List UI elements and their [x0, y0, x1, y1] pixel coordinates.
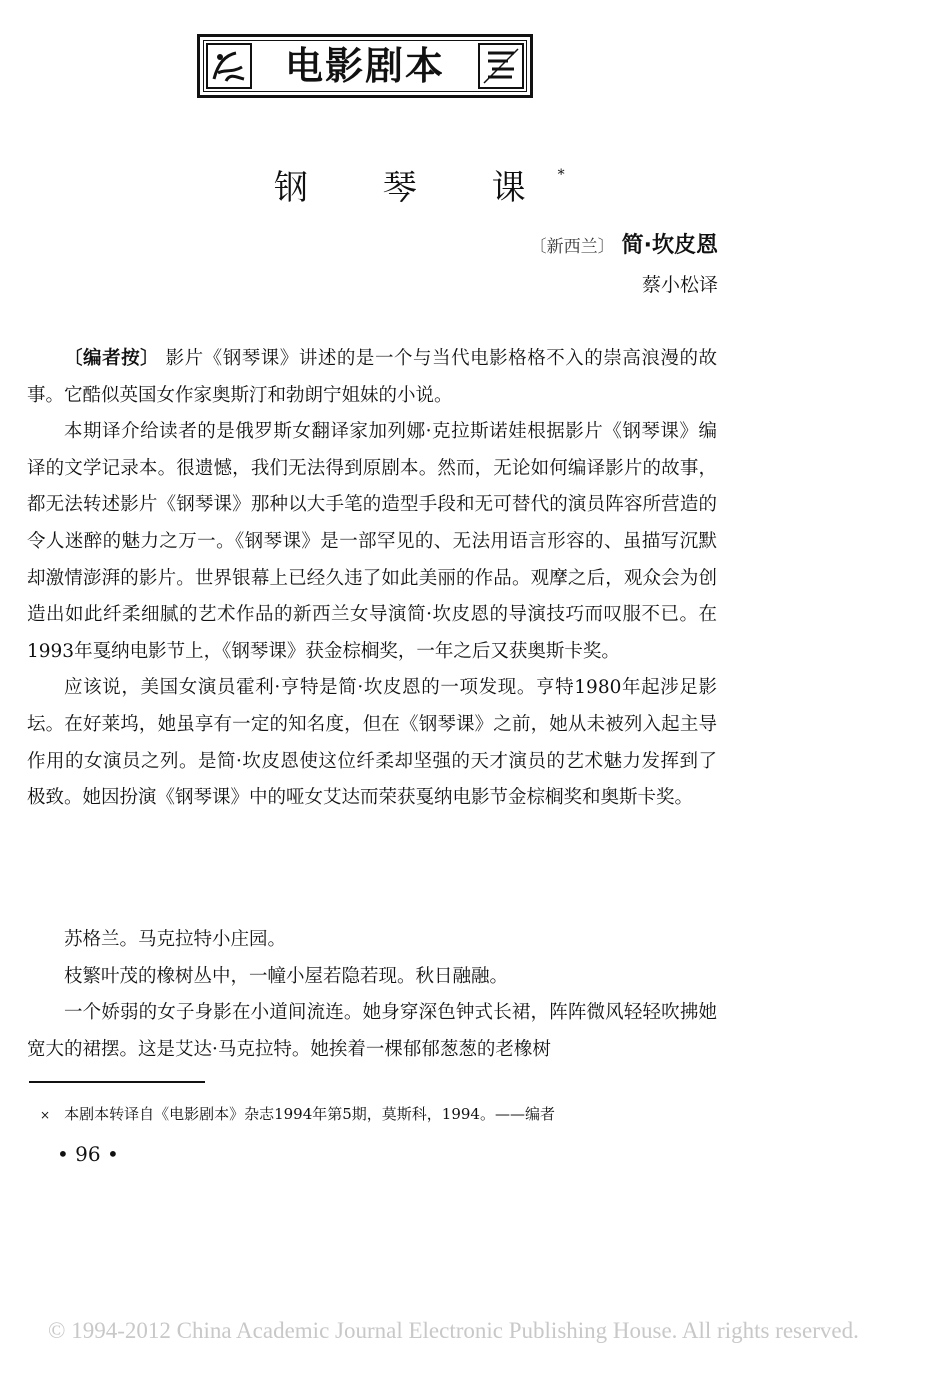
editor-note-paragraph: 应该说，美国女演员霍利·亨特是简·坎皮恩的一项发现。亨特1980年起涉足影坛。在好莱坞，她虽享有一定的知名度，但在《钢琴课》之前，她从未被列入起主导作用的女演员之列。是简·坎皮恩使这位纤柔却坚强的天才演员的艺术魅力发挥到了极致。她因扮演《钢琴课》中的哑女艾达而荣获戛纳电影节金棕榈奖和奥斯卡奖。: [27, 677, 717, 809]
section-title: 电影剧本: [284, 44, 445, 88]
footnote-mark: ×: [40, 1108, 51, 1122]
screenplay-paragraph: 苏格兰。马克拉特小庄园。: [64, 929, 287, 950]
screenplay-paragraph: 枝繁叶茂的橡树丛中，一幢小屋若隐若现。秋日融融。: [64, 965, 509, 987]
footnote-text: 本剧本转译自《电影剧本》杂志1994年第5期，莫斯科，1994。——编者: [64, 1105, 555, 1123]
article-title: [274, 160, 565, 209]
article-title-text: 钢 琴 课: [274, 168, 558, 208]
author-name: 简·坎皮恩: [621, 233, 718, 258]
translator: 蔡小松译: [641, 274, 718, 296]
screenplay-text: [27, 922, 717, 1068]
author-line: [530, 228, 718, 259]
left-ornament-icon: [206, 43, 252, 89]
screenplay-paragraph: 一个娇弱的女子身影在小道间流连。她身穿深色钟式长裙，阵阵微风轻轻吹拂她宽大的裙摆。这是艾达·马克拉特。她挨着一棵郁郁葱葱的老橡树: [27, 1002, 717, 1060]
editor-note-text: 影片《钢琴课》讲述的是一个与当代电影格格不入的崇高浪漫的故事。它酷似英国女作家奥斯汀和勃朗宁姐妹的小说。: [27, 348, 717, 406]
copyright-notice: © 1994-2012 China Academic Journal Electronic Publishing House. All rights reserved.: [48, 1318, 859, 1343]
footnote-divider: [29, 1081, 205, 1083]
footnote: [40, 1103, 555, 1124]
editor-note-paragraph: [27, 341, 717, 414]
editor-note-paragraph: 本期译介给读者的是俄罗斯女翻译家加列娜·克拉斯诺娃根据影片《钢琴课》编译的文学记录本。很遗憾，我们无法得到原剧本。然而，无论如何编译影片的故事，都无法转述影片《钢琴课》那种以大手笔的造型手段和无可替代的演员阵容所营造的令人迷醉的魅力之万一。《钢琴课》是一部罕见的、无法用语言形容的、虽描写沉默却激情澎湃的影片。世界银幕上已经久违了如此美丽的作品。观摩之后，观众会为创造出如此纤柔细腻的艺术作品的新西兰女导演简·坎皮恩的导演技巧而叹服不已。在1993年戛纳电影节上，《钢琴课》获金棕榈奖，一年之后又获奥斯卡奖。: [27, 421, 717, 662]
editor-note: [27, 341, 717, 817]
right-ornament-icon: [478, 43, 524, 89]
title-footnote-mark: *: [557, 166, 565, 183]
page-number: • 96 •: [57, 1142, 119, 1166]
section-header: [197, 34, 533, 98]
author-nationality: 〔新西兰〕: [529, 237, 615, 257]
editor-note-label: 〔编者按〕: [64, 348, 160, 369]
